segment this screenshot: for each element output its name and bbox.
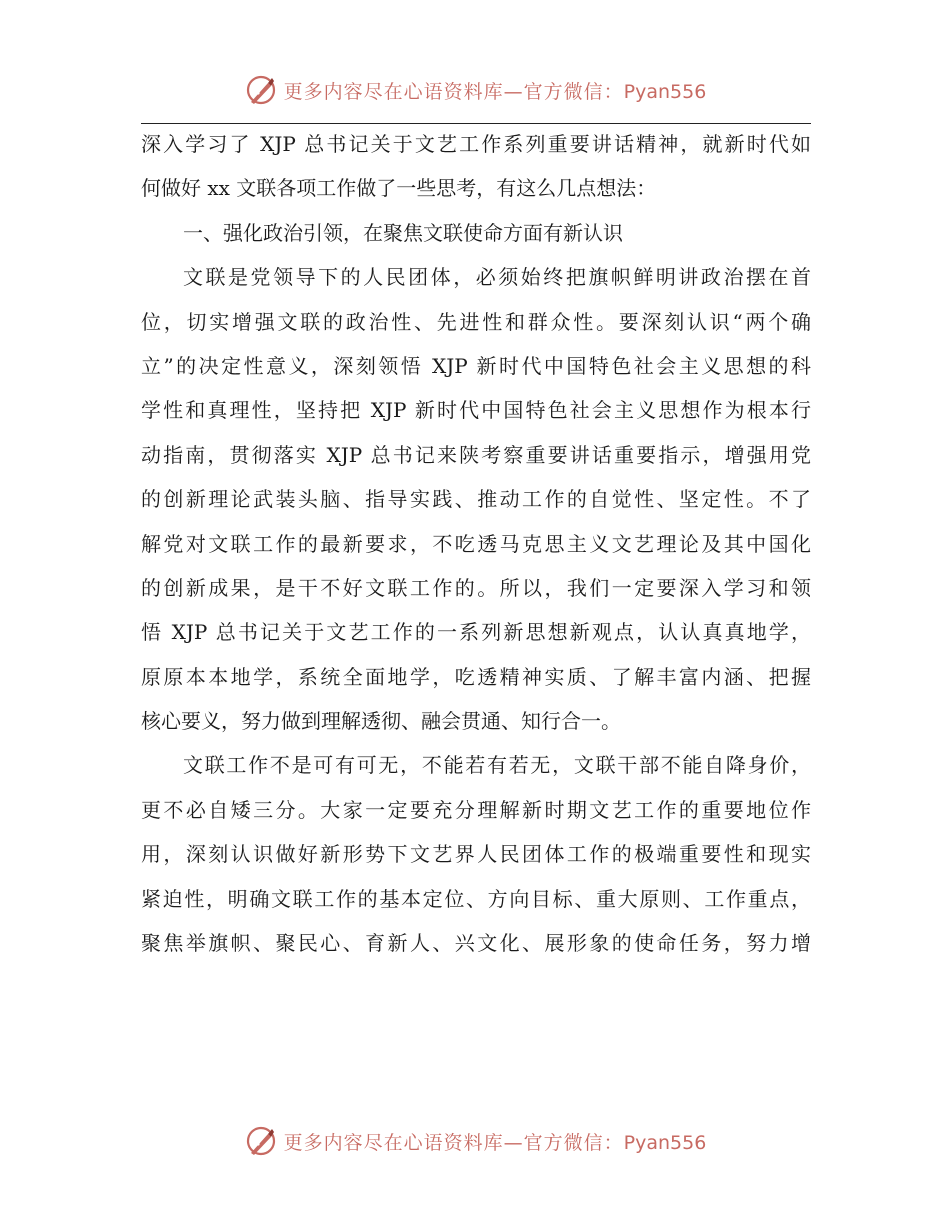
text-line: 的创新成果，是干不好文联工作的。所以，我们一定要深入学习和领 bbox=[141, 575, 811, 600]
header-banner-text: 更多内容尽在心语资料库—官方微信：Pyan556 bbox=[283, 80, 707, 103]
text-line: 核心要义，努力做到理解透彻、融会贯通、知行合一。 bbox=[141, 709, 621, 734]
footer-banner-text: 更多内容尽在心语资料库—官方微信：Pyan556 bbox=[283, 1131, 707, 1154]
text-line: 位，切实增强文联的政治性、先进性和群众性。要深刻认识“两个确 bbox=[141, 309, 811, 334]
section-heading: 一、强化政治引领，在聚焦文联使命方面有新认识 bbox=[183, 220, 623, 245]
text-line: 用，深刻认识做好新形势下文艺界人民团体工作的极端重要性和现实 bbox=[141, 842, 811, 867]
text-line: 深入学习了 XJP 总书记关于文艺工作系列重要讲话精神，就新时代如 bbox=[141, 132, 811, 156]
text-line: 文联是党领导下的人民团体，必须始终把旗帜鲜明讲政治摆在首 bbox=[183, 265, 811, 290]
document-body bbox=[141, 122, 811, 965]
text-line: 聚焦举旗帜、聚民心、育新人、兴文化、展形象的使命任务，努力增 bbox=[141, 931, 811, 956]
text-line: 解党对文联工作的最新要求，不吃透马克思主义文艺理论及其中国化 bbox=[141, 531, 811, 556]
logo-pen-icon bbox=[244, 73, 278, 107]
footer-banner bbox=[0, 1121, 950, 1161]
text-line: 紧迫性，明确文联工作的基本定位、方向目标、重大原则、工作重点， bbox=[141, 886, 811, 911]
text-line: 动指南，贯彻落实 XJP 总书记来陕考察重要讲话重要指示，增强用党 bbox=[141, 442, 811, 467]
text-line: 悟 XJP 总书记关于文艺工作的一系列新思想新观点，认认真真地学， bbox=[141, 620, 811, 645]
text-line: 原原本本地学，系统全面地学，吃透精神实质、了解丰富内涵、把握 bbox=[141, 664, 811, 689]
text-line: 更不必自矮三分。大家一定要充分理解新时期文艺工作的重要地位作 bbox=[141, 797, 811, 822]
text-line: 学性和真理性，坚持把 XJP 新时代中国特色社会主义思想作为根本行 bbox=[141, 398, 811, 423]
text-line: 的创新理论武装头脑、指导实践、推动工作的自觉性、坚定性。不了 bbox=[141, 487, 811, 512]
logo-pen-icon bbox=[244, 1124, 278, 1158]
text-line: 立”的决定性意义，深刻领悟 XJP 新时代中国特色社会主义思想的科 bbox=[141, 353, 811, 378]
header-banner bbox=[0, 70, 950, 110]
text-line: 何做好 xx 文联各项工作做了一些思考，有这么几点想法： bbox=[141, 176, 657, 201]
text-line: 文联工作不是可有可无，不能若有若无，文联干部不能自降身价， bbox=[183, 753, 811, 778]
